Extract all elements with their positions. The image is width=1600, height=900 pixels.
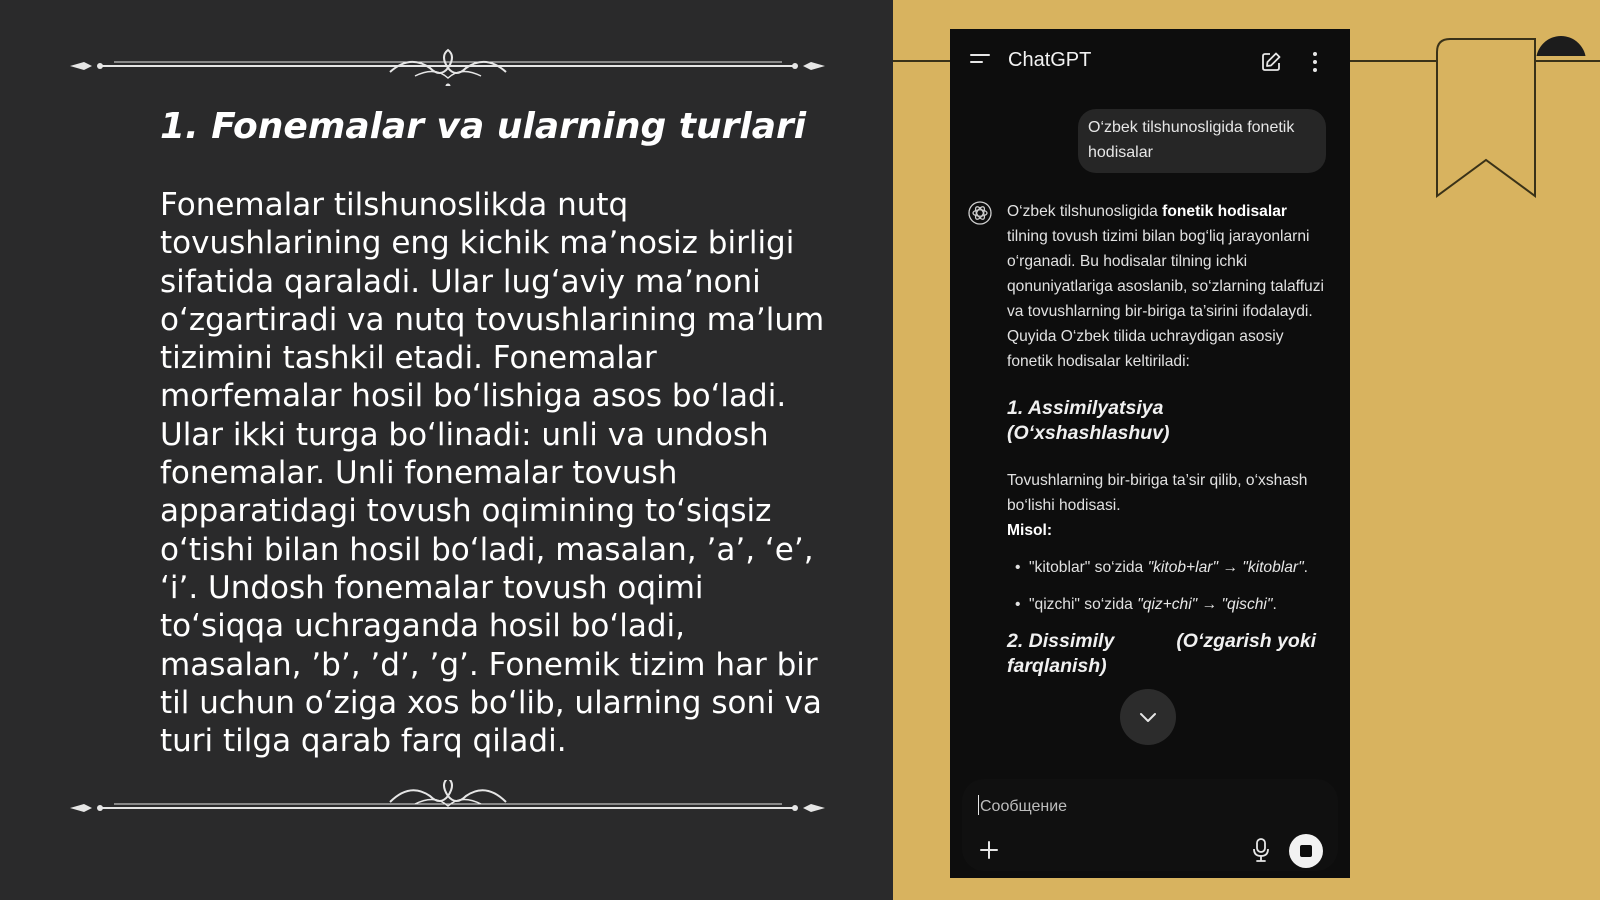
example-label: Misol: bbox=[1007, 522, 1053, 539]
top-ornament-divider bbox=[70, 46, 825, 86]
message-input[interactable] bbox=[978, 793, 1282, 821]
chatgpt-app-window bbox=[950, 29, 1350, 878]
stop-icon bbox=[1300, 845, 1312, 857]
example-list bbox=[1007, 555, 1325, 617]
edit-icon[interactable] bbox=[1260, 51, 1282, 73]
chevron-down-icon bbox=[1120, 689, 1176, 745]
more-vertical-icon[interactable] bbox=[1312, 51, 1318, 73]
bookmark-decoration bbox=[1436, 38, 1536, 198]
menu-icon[interactable] bbox=[970, 51, 992, 69]
decor-line-far-right bbox=[1536, 60, 1600, 62]
list-item: • "kitoblar" so‘zida "kitob+lar" → "kitoblar". bbox=[1007, 555, 1325, 580]
response-intro-bold: fonetik hodisalar bbox=[1162, 203, 1287, 220]
bottom-ornament-divider bbox=[70, 780, 825, 820]
assistant-response bbox=[1007, 199, 1325, 679]
section-1-text: Tovushlarning bir-biriga ta’sir qilib, o‘xshash bo‘lishi hodisasi. bbox=[1007, 472, 1308, 514]
app-title: ChatGPT bbox=[1008, 49, 1092, 71]
slide-body-text: Fonemalar tilshunoslikda nutq tovushlarining eng kichik ma’nosiz birligi sifatida qaraladi. Ular lug‘aviy ma’noni o‘zgartiradi va nutq tovushlarining ma’lum tizimini tashkil etadi. Fonemalar morfemalar hosil bo‘lishiga asos bo‘ladi. Ular ikki turga bo‘linadi: unli va undosh fonemalar. Unli fonemalar tovush apparatidagi tovush oqimining to‘siqsiz o‘tishi bilan hosil bo‘ladi, masalan, ’a’, ‘e’, ‘i’. Undosh fonemalar tovush oqimi to‘siqqa uchraganda hosil bo‘ladi, masalan, ’b’, ’d’, ’g’. Fonemik tizim har bir til uchun o‘ziga xos bo‘lib, ularning soni va turi tilga qarab farq qiladi. bbox=[160, 187, 825, 760]
app-header bbox=[950, 29, 1350, 91]
section-heading-1: 1. Assimilyatsiya (O‘xshashlashuv) bbox=[1007, 397, 1170, 444]
section-heading-2: 2. Dissimily (O‘zgarish yoki farqlanish) bbox=[1007, 630, 1317, 677]
response-intro: O‘zbek tilshunosligida fonetik hodisalar tilning tovush tizimi bilan bog‘liq jarayonlarni o‘rganadi. Bu hodisalar tilning ichki qonuniyatlariga asoslanib, so‘zlarning talaffuzi va tovushlarning bir-biriga ta’sirini ifodalaydi. Quyida O‘zbek tilida uchraydigan asosiy fonetik hodisalar keltiriladi: bbox=[1007, 203, 1324, 370]
chatgpt-logo-icon bbox=[968, 201, 992, 225]
decor-line-left bbox=[893, 60, 950, 62]
scroll-down-button[interactable] bbox=[1120, 689, 1176, 745]
message-composer bbox=[962, 779, 1338, 871]
microphone-icon[interactable] bbox=[1252, 837, 1270, 863]
stop-button[interactable] bbox=[1289, 834, 1323, 868]
plus-icon[interactable] bbox=[978, 839, 1000, 861]
slide-title: 1. Fonemalar va ularning turlari bbox=[160, 106, 807, 147]
text-cursor bbox=[978, 795, 979, 815]
list-item: • "qizchi" so‘zida "qiz+chi" → "qischi". bbox=[1007, 592, 1325, 617]
user-message-bubble: O‘zbek tilshunosligida fonetik hodisalar bbox=[1078, 109, 1326, 173]
decor-line-right bbox=[1350, 60, 1436, 62]
